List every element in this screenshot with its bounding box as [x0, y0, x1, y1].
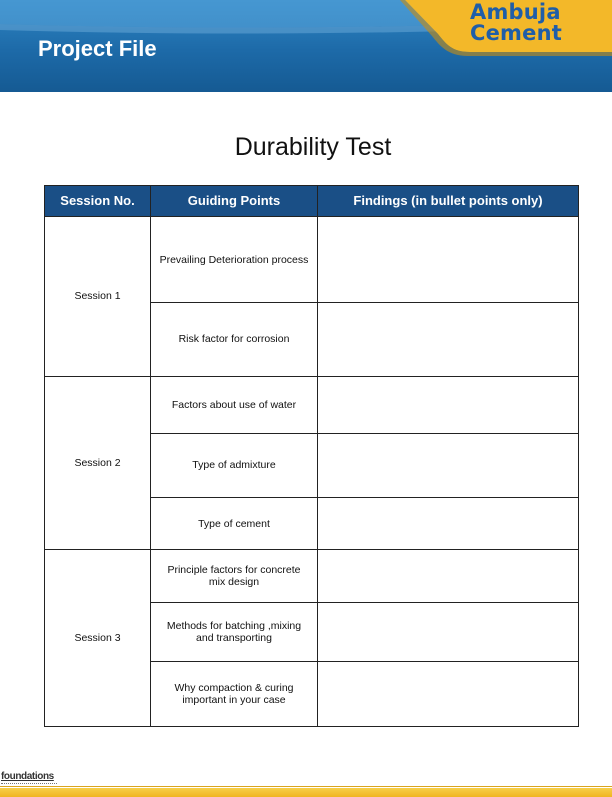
findings-cell[interactable]	[318, 603, 579, 661]
column-header-guiding-points: Guiding Points	[151, 186, 318, 217]
guiding-point-cell: Type of cement	[151, 498, 318, 550]
findings-cell[interactable]	[318, 433, 579, 497]
durability-test-table	[44, 185, 579, 727]
table-row	[45, 550, 579, 603]
foundations-logo: foundations	[1, 771, 54, 782]
guiding-point-cell: Type of admixture	[151, 433, 318, 497]
guiding-point-cell: Why compaction & curing important in your case	[151, 661, 318, 726]
table-row	[45, 376, 579, 433]
table-header-row	[45, 186, 579, 217]
project-title: Project File	[38, 36, 157, 61]
column-header-session: Session No.	[45, 186, 151, 217]
session-cell: Session 2	[45, 376, 151, 550]
ambuja-cement-logo	[0, 0, 612, 92]
findings-cell[interactable]	[318, 550, 579, 603]
session-cell: Session 3	[45, 550, 151, 727]
findings-cell[interactable]	[318, 498, 579, 550]
document-title: Durability Test	[234, 133, 392, 161]
column-header-findings: Findings (in bullet points only)	[318, 186, 579, 217]
findings-cell[interactable]	[318, 376, 579, 433]
guiding-point-cell: Factors about use of water	[151, 376, 318, 433]
findings-cell[interactable]	[318, 217, 579, 303]
session-cell: Session 1	[45, 217, 151, 377]
footer-divider	[0, 786, 612, 787]
guiding-point-cell: Prevailing Deterioration process	[151, 217, 318, 303]
findings-cell[interactable]	[318, 303, 579, 376]
logo-line-1: Ambuja	[470, 0, 561, 24]
footer-stripe	[0, 788, 612, 797]
table-row	[45, 217, 579, 303]
logo-line-2: Cement	[470, 21, 562, 45]
guiding-point-cell: Risk factor for corrosion	[151, 303, 318, 376]
guiding-point-cell: Methods for batching ,mixing and transporting	[151, 603, 318, 661]
guiding-point-cell: Principle factors for concrete mix design	[151, 550, 318, 603]
logo-text	[470, 2, 590, 44]
findings-cell[interactable]	[318, 661, 579, 726]
